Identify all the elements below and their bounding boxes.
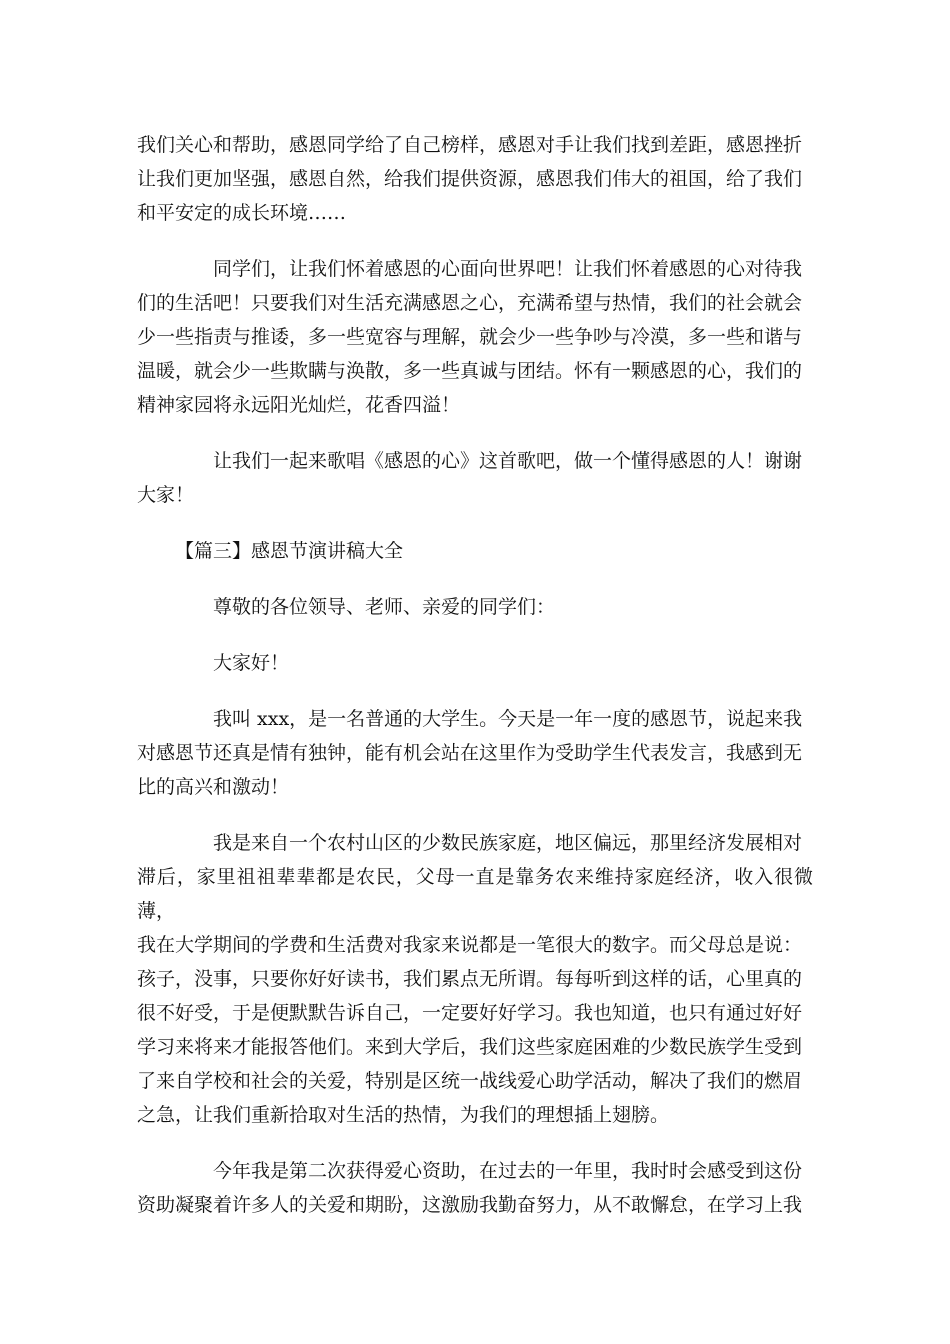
text-line: 精神家园将永远阳光灿烂，花香四溢！ bbox=[137, 394, 461, 416]
text-line: 比的高兴和激动！ bbox=[137, 776, 290, 798]
text-line: 之急，让我们重新拾取对生活的热情，为我们的理想插上翅膀。 bbox=[137, 1104, 670, 1126]
text-line: 我是来自一个农村山区的少数民族家庭，地区偏远，那里经济发展相对 bbox=[213, 832, 803, 854]
paragraph-3 bbox=[137, 444, 813, 512]
paragraph-1 bbox=[137, 128, 813, 230]
section-heading: 【篇三】感恩节演讲稿大全 bbox=[175, 540, 404, 562]
text-line: 同学们，让我们怀着感恩的心面向世界吧！让我们怀着感恩的心对待我 bbox=[213, 258, 803, 280]
text-line: 温暖，就会少一些欺瞒与涣散，多一些真诚与团结。怀有一颗感恩的心，我们的 bbox=[137, 360, 803, 382]
text-line: 们的生活吧！只要我们对生活充满感恩之心，充满希望与热情，我们的社会就会 bbox=[137, 292, 803, 314]
text-line: 滞后，家里祖祖辈辈都是农民，父母一直是靠务农来维持家庭经济，收入很微薄， bbox=[137, 866, 813, 922]
text-line: 孩子，没事，只要你好好读书，我们累点无所谓。每每听到这样的话，心里真的 bbox=[137, 968, 803, 990]
text-line: 了来自学校和社会的关爱，特别是区统一战线爱心助学活动，解决了我们的燃眉 bbox=[137, 1070, 803, 1092]
paragraph-2 bbox=[137, 252, 813, 422]
text-line: 对感恩节还真是情有独钟，能有机会站在这里作为受助学生代表发言，我感到无 bbox=[137, 742, 803, 764]
text-line: 资助凝聚着许多人的关爱和期盼，这激励我勤奋努力，从不敢懈怠，在学习上我 bbox=[137, 1194, 803, 1216]
text-line: 大家！ bbox=[137, 484, 195, 506]
text-line: 让我们更加坚强，感恩自然，给我们提供资源，感恩我们伟大的祖国，给了我们 bbox=[137, 168, 803, 190]
paragraph-4 bbox=[137, 702, 813, 804]
text-line: 学习来将来才能报答他们。来到大学后，我们这些家庭困难的少数民族学生受到 bbox=[137, 1036, 803, 1058]
text-line: 我们关心和帮助，感恩同学给了自己榜样，感恩对手让我们找到差距，感恩挫折 bbox=[137, 134, 803, 156]
text-line: 今年我是第二次获得爱心资助，在过去的一年里，我时时会感受到这份 bbox=[213, 1160, 803, 1182]
text-line: 让我们一起来歌唱《感恩的心》这首歌吧，做一个懂得感恩的人！谢谢 bbox=[213, 450, 803, 472]
text-line: 我叫 xxx，是一名普通的大学生。今天是一年一度的感恩节，说起来我 bbox=[213, 708, 803, 730]
text-line: 少一些指责与推诿，多一些宽容与理解，就会少一些争吵与冷漠，多一些和谐与 bbox=[137, 326, 803, 348]
paragraph-6 bbox=[137, 1154, 813, 1222]
paragraph-5 bbox=[137, 826, 813, 1132]
salutation: 尊敬的各位领导、老师、亲爱的同学们： bbox=[213, 596, 556, 618]
document-body bbox=[137, 128, 813, 1244]
text-line: 我在大学期间的学费和生活费对我家来说都是一笔很大的数字。而父母总是说： bbox=[137, 934, 803, 956]
text-line: 很不好受，于是便默默告诉自己，一定要好好学习。我也知道，也只有通过好好 bbox=[137, 1002, 803, 1024]
text-line: 和平安定的成长环境…… bbox=[137, 202, 347, 224]
greeting: 大家好！ bbox=[213, 652, 290, 674]
